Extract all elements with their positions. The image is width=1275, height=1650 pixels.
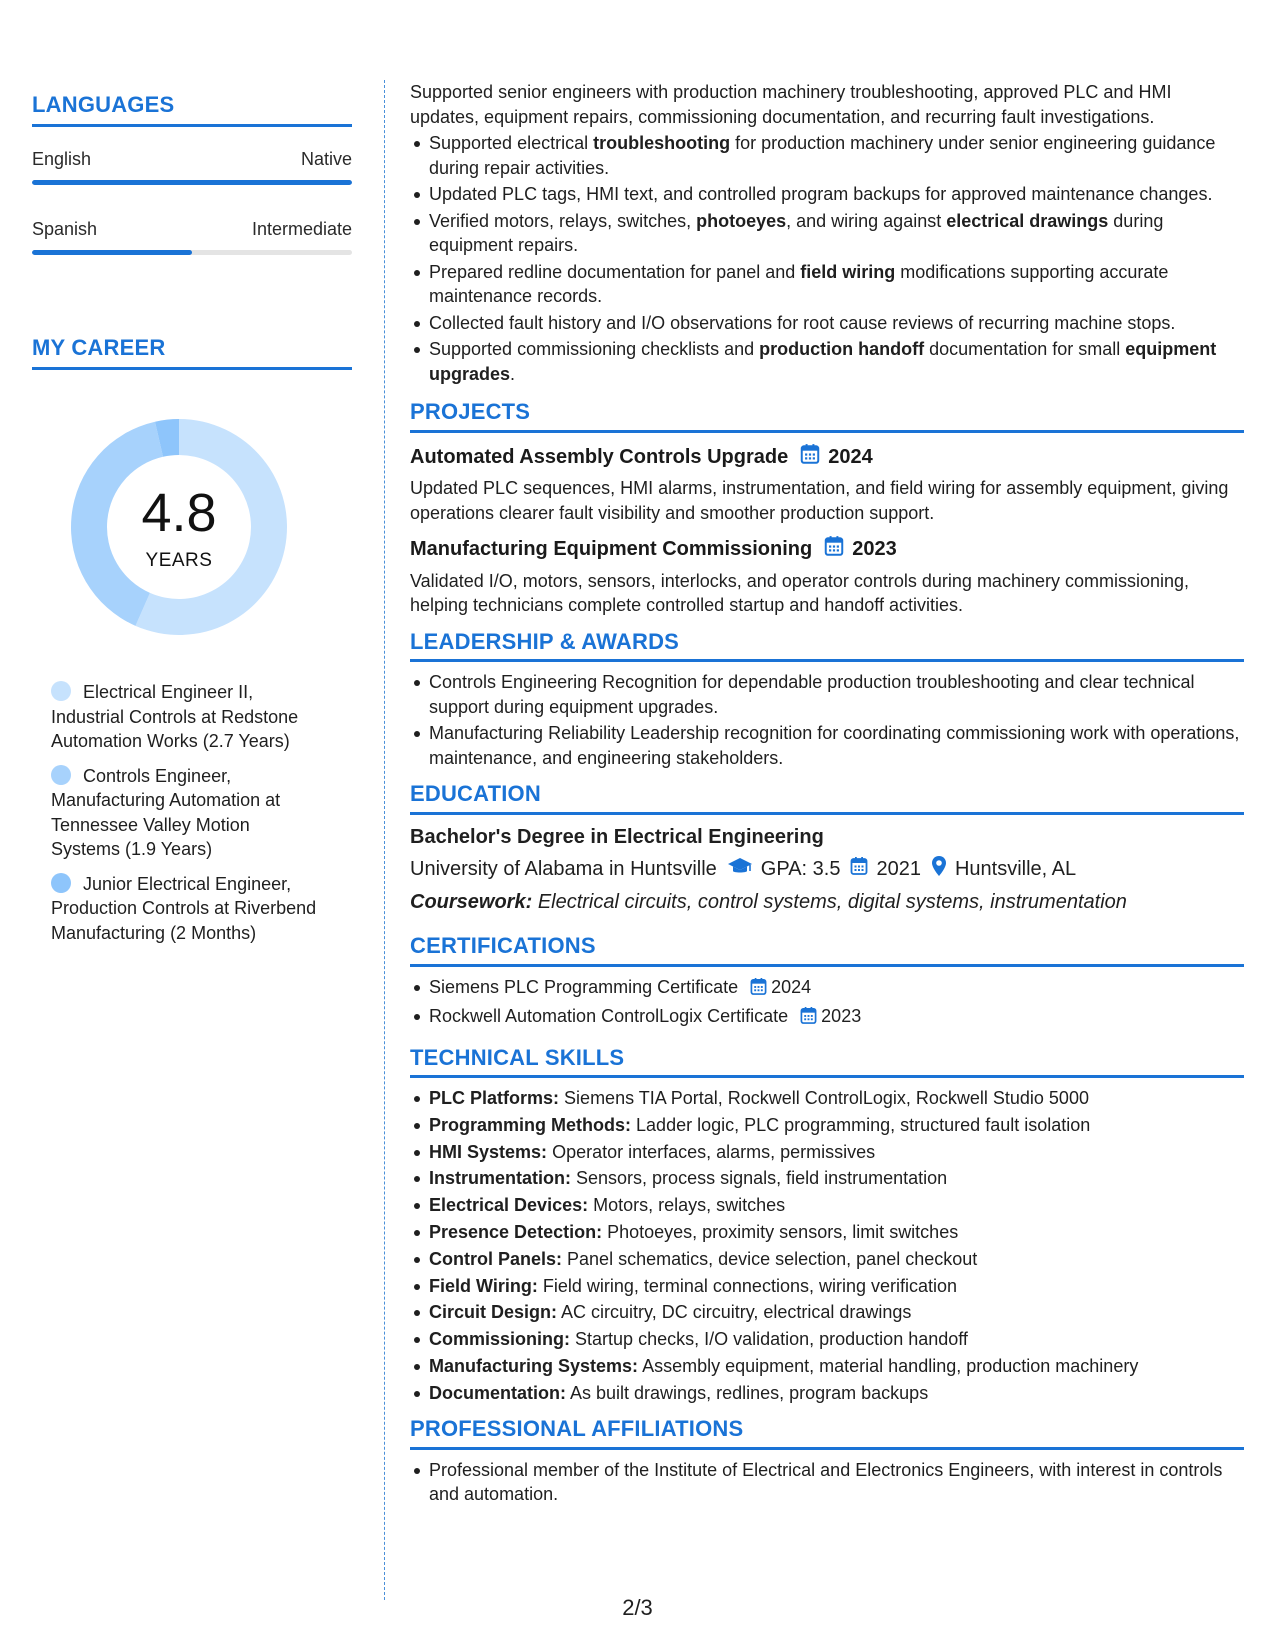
- skill-category: Circuit Design:: [429, 1302, 558, 1323]
- language-proficiency-fill: [32, 250, 192, 255]
- skill-item: [410, 1086, 1244, 1111]
- coursework-label: Coursework:: [410, 890, 533, 913]
- certifications-heading: CERTIFICATIONS: [410, 934, 1244, 967]
- language-item: [32, 219, 352, 255]
- career-legend-item: [51, 680, 321, 754]
- certification-item: [410, 1004, 1244, 1032]
- education-details: [410, 855, 1244, 884]
- leadership-item: Manufacturing Reliability Leadership recognition for coordinating commissioning work with operations, maintenance, and engineering stakeholders.: [410, 721, 1244, 770]
- career-heading: MY CAREER: [32, 335, 352, 370]
- project-item: [410, 443, 1244, 526]
- language-row: [32, 219, 352, 240]
- text-segment: for production machinery under senior engineering guidance during repair activities.: [429, 133, 1216, 178]
- career-total-value: 4.8: [141, 483, 217, 543]
- career-role-label: Electrical Engineer II, Industrial Controls at Redstone Automation Works (2.7 Years): [51, 682, 299, 751]
- text-segment: modifications supporting accurate maintenance records.: [429, 261, 1169, 306]
- coursework-value: Electrical circuits, control systems, digital systems, instrumentation: [537, 890, 1127, 913]
- skill-category: Commissioning:: [429, 1329, 571, 1350]
- certifications-list: [410, 975, 1244, 1032]
- education-year: 2021: [876, 858, 921, 880]
- project-description: Validated I/O, motors, sensors, interlocks, and operator controls during machinery commissioning, helping technicians complete controlled startup and handoff activities.: [410, 570, 1190, 615]
- keyword: equipment upgrades: [429, 339, 1217, 384]
- skill-values: Operator interfaces, alarms, permissives: [552, 1141, 876, 1162]
- skill-values: AC circuitry, DC circuitry, electrical drawings: [561, 1302, 912, 1323]
- education-heading: EDUCATION: [410, 782, 1244, 815]
- skill-values: Panel schematics, device selection, panel checkout: [567, 1248, 978, 1269]
- skill-category: Field Wiring:: [429, 1275, 538, 1296]
- projects-heading: PROJECTS: [410, 400, 1244, 433]
- skill-values: Photoeyes, proximity sensors, limit switches: [607, 1221, 959, 1242]
- experience-bullet: [410, 260, 1244, 309]
- skill-item: [410, 1113, 1244, 1138]
- skill-category: Instrumentation:: [429, 1168, 571, 1189]
- certification-name: Rockwell Automation ControlLogix Certificate: [429, 1006, 789, 1026]
- text-segment: Prepared redline documentation for panel and: [429, 261, 801, 282]
- text-segment: , and wiring against: [786, 210, 947, 231]
- language-row: [32, 149, 352, 170]
- keyword: production handoff: [759, 339, 925, 359]
- calendar-icon: [824, 535, 844, 564]
- projects-list: [410, 443, 1244, 618]
- education-degree: Bachelor's Degree in Electrical Engineering: [410, 825, 824, 848]
- certification-year: 2023: [821, 1006, 862, 1026]
- keyword: photoeyes: [696, 210, 787, 231]
- legend-dot: [51, 765, 71, 785]
- education-school: University of Alabama in Huntsville: [410, 858, 717, 880]
- skill-item: [410, 1327, 1244, 1352]
- languages-list: [32, 149, 352, 255]
- affiliations-list: [410, 1458, 1244, 1507]
- skill-category: PLC Platforms:: [429, 1088, 560, 1108]
- skill-category: Programming Methods:: [429, 1114, 632, 1135]
- project-name: Manufacturing Equipment Commissioning: [410, 538, 813, 560]
- skill-values: Field wiring, terminal connections, wiring verification: [542, 1275, 958, 1296]
- text-segment: during equipment repairs.: [429, 210, 1164, 255]
- calendar-icon: [800, 1006, 817, 1032]
- career-donut-chart: [64, 412, 294, 642]
- language-proficiency-fill: [32, 180, 352, 185]
- certification-name: Siemens PLC Programming Certificate: [429, 976, 739, 997]
- experience-bullet: [410, 209, 1244, 258]
- language-proficiency-bar: [32, 180, 352, 185]
- language-level: Intermediate: [251, 219, 352, 239]
- project-title-row: [410, 535, 1244, 564]
- language-item: [32, 149, 352, 185]
- experience-summary: Supported senior engineers with production machinery troubleshooting, approved PLC and HMI updates, equipment repairs, commissioning documentation, and recurring fault investigations.: [410, 82, 1172, 127]
- page-number: 2/3: [622, 1595, 653, 1620]
- experience-bullets: [410, 131, 1244, 386]
- language-proficiency-bar: [32, 250, 352, 255]
- skill-item: [410, 1193, 1244, 1218]
- project-year: 2023: [852, 538, 897, 560]
- career-legend-item: [51, 764, 321, 862]
- skill-category: HMI Systems:: [429, 1141, 548, 1162]
- career-total-unit: YEARS: [145, 550, 213, 571]
- skills-heading: TECHNICAL SKILLS: [410, 1046, 1244, 1079]
- affiliation-item: Professional member of the Institute of Electrical and Electronics Engineers, with interest in controls and automation.: [410, 1458, 1244, 1507]
- language-level: Native: [300, 149, 352, 169]
- leadership-heading: LEADERSHIP & AWARDS: [410, 630, 1244, 663]
- skill-item: [410, 1247, 1244, 1272]
- leadership-list: [410, 670, 1244, 770]
- skills-list: [410, 1086, 1244, 1405]
- career-legend-item: [51, 872, 321, 946]
- skill-item: [410, 1381, 1244, 1406]
- language-name: English: [32, 149, 92, 169]
- text-segment: Supported electrical: [429, 133, 594, 153]
- experience-bullet: [410, 131, 1244, 180]
- legend-dot: [51, 873, 71, 893]
- leadership-item: Controls Engineering Recognition for dependable production troubleshooting and clear technical support during equipment upgrades.: [410, 670, 1244, 719]
- experience-bullet: [410, 337, 1244, 386]
- text-segment: Collected fault history and I/O observations for root cause reviews of recurring machine stops.: [429, 312, 1176, 333]
- certification-item: [410, 975, 1244, 1003]
- skill-values: Assembly equipment, material handling, production machinery: [642, 1355, 1139, 1376]
- skill-values: Motors, relays, switches: [593, 1195, 786, 1216]
- right-column: [410, 80, 1244, 1509]
- legend-dot: [51, 681, 71, 701]
- project-item: [410, 535, 1244, 618]
- project-title-row: [410, 443, 1244, 472]
- education-gpa: GPA: 3.5: [760, 858, 841, 880]
- language-name: Spanish: [32, 219, 98, 239]
- skill-item: [410, 1300, 1244, 1325]
- calendar-icon: [850, 856, 868, 883]
- text-segment: .: [510, 363, 516, 384]
- column-divider: [384, 80, 385, 1600]
- text-segment: Updated PLC tags, HMI text, and controlled program backups for approved maintenance changes.: [429, 184, 1213, 204]
- languages-heading: LANGUAGES: [32, 92, 352, 127]
- project-year: 2024: [828, 445, 873, 468]
- skill-values: Sensors, process signals, field instrumentation: [576, 1168, 948, 1189]
- skill-category: Control Panels:: [429, 1248, 563, 1269]
- career-role-label: Controls Engineer, Manufacturing Automation at Tennessee Valley Motion Systems (1.9 Years): [51, 765, 281, 859]
- keyword: field wiring: [800, 261, 896, 282]
- skill-category: Presence Detection:: [429, 1221, 603, 1242]
- location-pin-icon: [931, 855, 947, 884]
- keyword: troubleshooting: [593, 133, 731, 153]
- skill-item: [410, 1140, 1244, 1165]
- skill-values: As built drawings, redlines, program backups: [570, 1382, 929, 1403]
- certification-year: 2024: [771, 976, 812, 997]
- graduation-cap-icon: [727, 856, 753, 883]
- skill-item: [410, 1354, 1244, 1379]
- skill-item: [410, 1274, 1244, 1299]
- text-segment: Supported commissioning checklists and: [429, 339, 760, 359]
- donut-center: [64, 412, 294, 642]
- left-column: [32, 92, 352, 955]
- experience-bullet: [410, 182, 1244, 207]
- skill-values: Siemens TIA Portal, Rockwell ControlLogix, Rockwell Studio 5000: [564, 1088, 1089, 1108]
- skill-item: [410, 1220, 1244, 1245]
- skill-item: [410, 1166, 1244, 1191]
- calendar-icon: [750, 977, 767, 1003]
- skill-values: Ladder logic, PLC programming, structured fault isolation: [636, 1114, 1091, 1135]
- affiliations-heading: PROFESSIONAL AFFILIATIONS: [410, 1417, 1244, 1450]
- text-segment: documentation for small: [924, 339, 1126, 359]
- calendar-icon: [800, 443, 820, 472]
- project-name: Automated Assembly Controls Upgrade: [410, 445, 789, 468]
- skill-values: Startup checks, I/O validation, production handoff: [575, 1329, 968, 1350]
- skill-category: Electrical Devices:: [429, 1195, 589, 1216]
- career-role-label: Junior Electrical Engineer, Production Controls at Riverbend Manufacturing (2 Months): [51, 873, 317, 943]
- education-coursework: [410, 890, 1244, 915]
- skill-category: Documentation:: [429, 1382, 566, 1403]
- career-legend: [51, 680, 321, 945]
- skill-category: Manufacturing Systems:: [429, 1355, 639, 1376]
- experience-bullet: [410, 311, 1244, 336]
- text-segment: Verified motors, relays, switches,: [429, 210, 697, 231]
- project-description: Updated PLC sequences, HMI alarms, instrumentation, and field wiring for assembly equipment, giving operations clearer fault visibility and smoother production support.: [410, 478, 1229, 523]
- education-location: Huntsville, AL: [954, 858, 1077, 880]
- keyword: electrical drawings: [946, 210, 1109, 231]
